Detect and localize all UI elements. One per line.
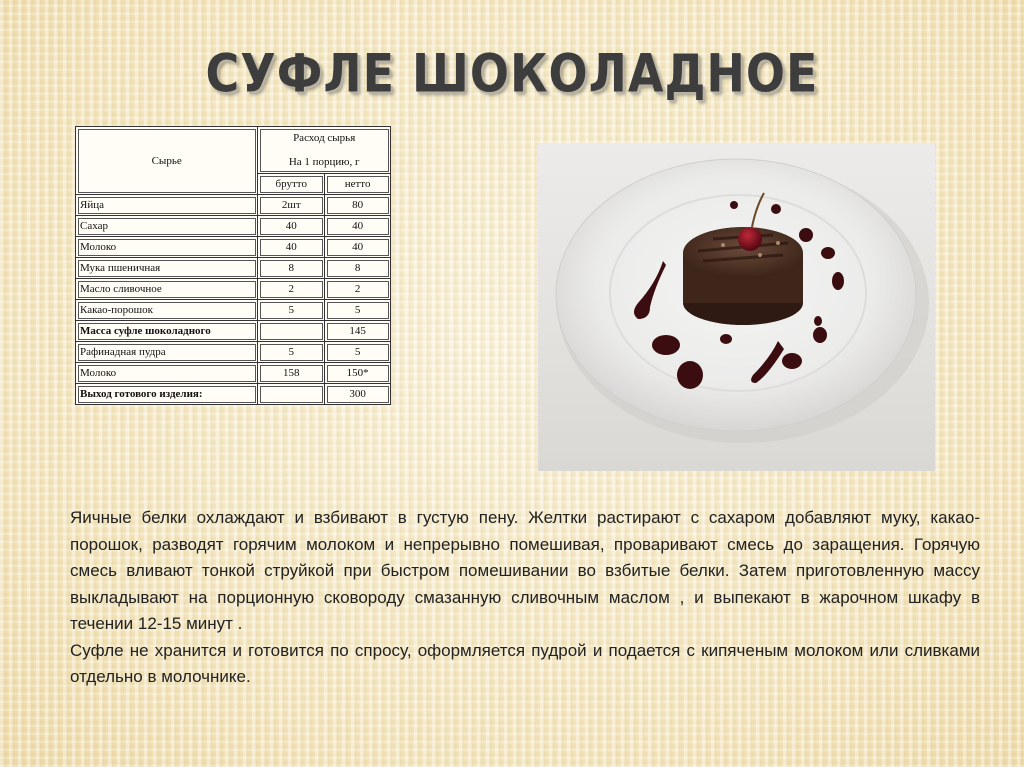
header-net: нетто bbox=[325, 174, 391, 195]
ingredient-name: Молоко bbox=[76, 237, 258, 258]
ingredient-name: Молоко bbox=[76, 363, 258, 384]
ingredient-name: Выход готового изделия: bbox=[76, 384, 258, 405]
net-amount: 80 bbox=[325, 195, 391, 216]
net-amount: 5 bbox=[325, 342, 391, 363]
table-row bbox=[76, 321, 391, 342]
table-row bbox=[76, 363, 391, 384]
table-row bbox=[76, 237, 391, 258]
net-amount: 40 bbox=[325, 237, 391, 258]
net-amount: 5 bbox=[325, 300, 391, 321]
gross-amount: 5 bbox=[258, 342, 325, 363]
gross-amount: 158 bbox=[258, 363, 325, 384]
gross-amount: 5 bbox=[258, 300, 325, 321]
gross-amount: 2шт bbox=[258, 195, 325, 216]
ingredient-name: Мука пшеничная bbox=[76, 258, 258, 279]
gross-amount: 40 bbox=[258, 216, 325, 237]
ingredient-name: Сахар bbox=[76, 216, 258, 237]
table-row bbox=[76, 195, 391, 216]
net-amount: 8 bbox=[325, 258, 391, 279]
net-amount: 2 bbox=[325, 279, 391, 300]
plated-chocolate-souffle-image bbox=[538, 143, 935, 471]
ingredient-name: Какао-порошок bbox=[76, 300, 258, 321]
header-gross: брутто bbox=[258, 174, 325, 195]
gross-amount: 40 bbox=[258, 237, 325, 258]
table-row bbox=[76, 342, 391, 363]
header-consumption-label: Расход сырья bbox=[293, 132, 356, 144]
table-row bbox=[76, 279, 391, 300]
gross-amount bbox=[258, 321, 325, 342]
header-portion-label: На 1 порцию, г bbox=[288, 156, 360, 168]
recipe-table bbox=[75, 126, 391, 405]
ingredient-name: Масса суфле шоколадного bbox=[76, 321, 258, 342]
table-row bbox=[76, 300, 391, 321]
net-amount: 145 bbox=[325, 321, 391, 342]
gross-amount bbox=[258, 384, 325, 405]
ingredient-name: Яйца bbox=[76, 195, 258, 216]
plate-illustration bbox=[538, 143, 935, 471]
slide-title: СУФЛЕ ШОКОЛАДНОЕ bbox=[205, 41, 819, 105]
net-amount: 40 bbox=[325, 216, 391, 237]
paragraph-serving: Суфле не хранится и готовится по спросу, оформляется пудрой и подается с кипяченым молоком или сливками отдельно в молочнике. bbox=[70, 640, 980, 686]
ingredient-name: Масло сливочное bbox=[76, 279, 258, 300]
gross-amount: 2 bbox=[258, 279, 325, 300]
header-consumption bbox=[258, 127, 391, 174]
net-amount: 300 bbox=[325, 384, 391, 405]
ingredient-name: Рафинадная пудра bbox=[76, 342, 258, 363]
gross-amount: 8 bbox=[258, 258, 325, 279]
recipe-description bbox=[70, 505, 980, 691]
paragraph-preparation: Яичные белки охлаждают и взбивают в густую пену. Желтки растирают с сахаром добавляют муку, какао-порошок, разводят горячим молоком и непрерывно помешивая, проваривают смесь до заращения. Горячую смесь вливают тонкой струйкой при быстром помешивании во взбитые белки. Затем приготовленную массу выкладывают на порционную сковороду смазанную сливочным маслом , и выпекают в жарочном шкафу в течении 12-15 минут . bbox=[70, 508, 980, 633]
net-amount: 150* bbox=[325, 363, 391, 384]
table-row bbox=[76, 258, 391, 279]
table-row bbox=[76, 384, 391, 405]
header-raw-material: Сырье bbox=[76, 127, 258, 195]
table-row bbox=[76, 216, 391, 237]
recipe-table-body bbox=[76, 195, 391, 405]
